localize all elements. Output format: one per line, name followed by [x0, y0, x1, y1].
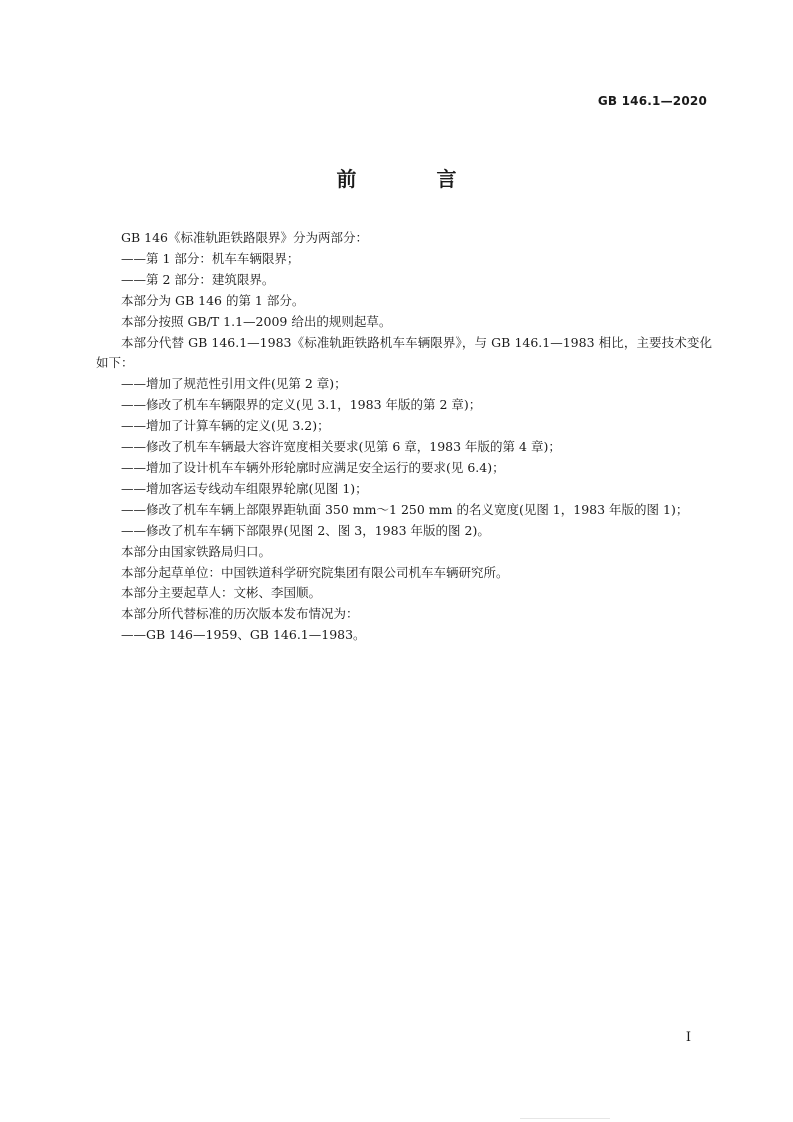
paragraph: 本部分按照 GB/T 1.1—2009 给出的规则起草。 — [121, 313, 392, 329]
list-item: ——修改了机车车辆限界的定义(见 3.1，1983 年版的第 2 章)； — [121, 397, 482, 413]
paragraph: 本部分所代替标准的历次版本发布情况为： — [121, 606, 359, 622]
list-item: ——GB 146—1959、GB 146.1—1983。 — [121, 627, 366, 643]
list-item: ——修改了机车车辆最大容许宽度相关要求(见第 6 章，1983 年版的第 4 章)； — [121, 439, 561, 455]
list-item: ——第 2 部分：建筑限界。 — [121, 271, 275, 287]
page-number: I — [685, 1030, 691, 1045]
foreword-body — [96, 228, 712, 646]
list-item: ——增加了计算车辆的定义(见 3.2)； — [121, 418, 330, 434]
list-item: ——修改了机车车辆上部限界距轨面 350 mm～1 250 mm 的名义宽度(见图 1，1983 年版的图 1)； — [121, 501, 689, 517]
paragraph: 本部分代替 GB 146.1—1983《标准轨距铁路机车车辆限界》，与 GB 146.1—1983 相比，主要技术变化如下： — [96, 334, 712, 371]
list-item: ——增加客运专线动车组限界轮廓(见图 1)； — [121, 480, 368, 496]
paragraph: GB 146《标准轨距铁路限界》分为两部分： — [121, 230, 369, 245]
list-item: ——修改了机车车辆下部限界(见图 2、图 3，1983 年版的图 2)。 — [121, 522, 490, 538]
paragraph: 本部分由国家铁路局归口。 — [121, 543, 272, 559]
standard-code: GB 146.1—2020 — [597, 94, 707, 108]
page-title: 前 言 — [336, 167, 487, 191]
list-item: ——增加了规范性引用文件(见第 2 章)； — [121, 376, 347, 392]
list-item: ——第 1 部分：机车车辆限界； — [121, 250, 300, 266]
paragraph: 本部分为 GB 146 的第 1 部分。 — [121, 292, 305, 308]
paragraph: 本部分主要起草人：文彬、李国顺。 — [121, 585, 322, 601]
scan-artifact — [520, 1118, 610, 1119]
paragraph: 本部分起草单位：中国铁道科学研究院集团有限公司机车车辆研究所。 — [121, 564, 509, 580]
list-item: ——增加了设计机车车辆外形轮廓时应满足安全运行的要求(见 6.4)； — [121, 459, 505, 475]
